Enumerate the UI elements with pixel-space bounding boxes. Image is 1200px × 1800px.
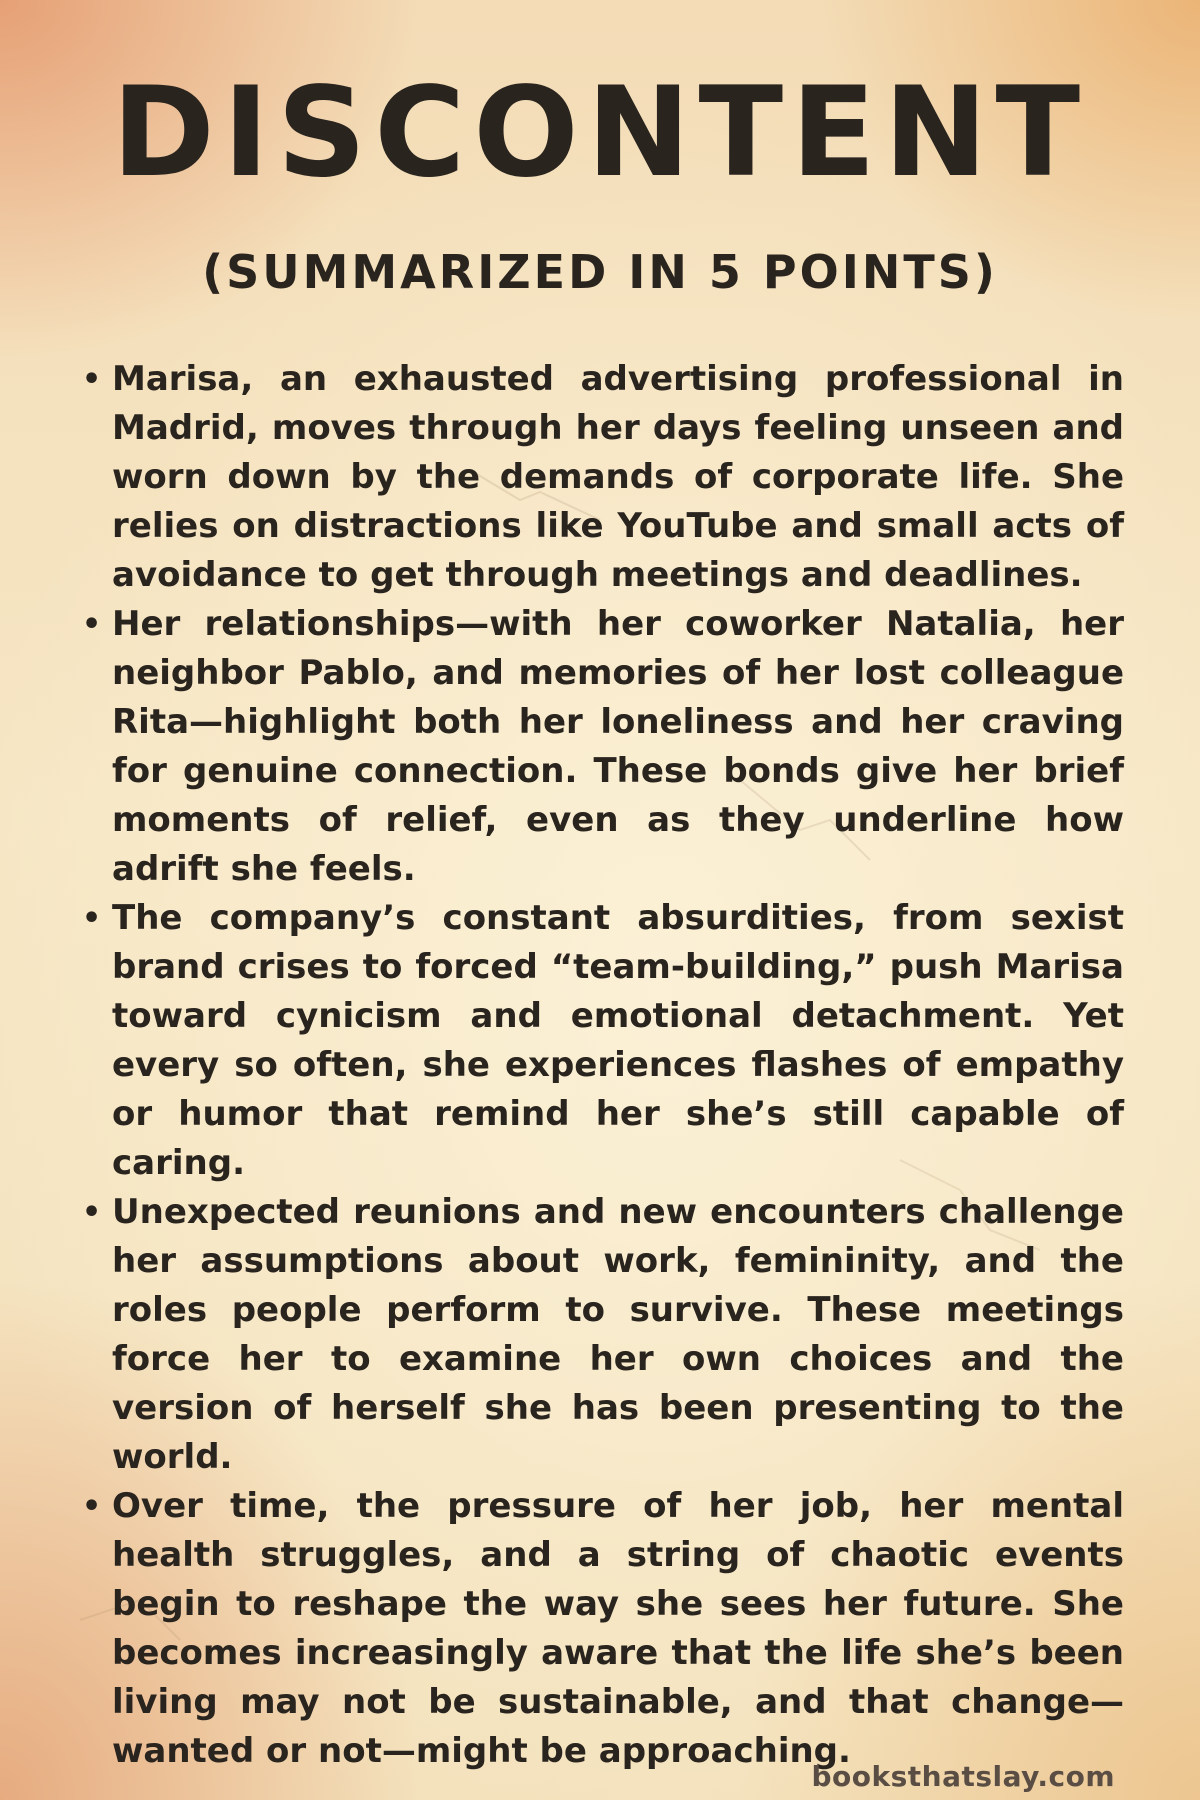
summary-point-3 <box>82 894 1124 1188</box>
summary-points-list <box>82 355 1124 1776</box>
bullet-icon: • <box>82 901 102 936</box>
summary-point-4 <box>82 1188 1124 1482</box>
summary-point-text: Her relationships—with her coworker Natalia, her neighbor Pablo, and memories of her lost colleague Rita—highlight both her loneliness and her craving for genuine connection. These bonds give her brief moments of relief, even as they underline how adrift she feels. <box>112 604 1124 889</box>
summary-point-5 <box>82 1482 1124 1776</box>
summary-point-text: Over time, the pressure of her job, her mental health struggles, and a string of chaotic events begin to reshape the way she sees her future. She becomes increasingly aware that the life she’s been living may not be sustainable, and that change—wanted or not—might be approaching. <box>112 1486 1124 1771</box>
bullet-icon: • <box>82 362 102 397</box>
summary-point-text: Unexpected reunions and new encounters challenge her assumptions about work, femininity, and the roles people perform to survive. These meetings force her to examine her own choices and the version of herself she has been presenting to the world. <box>112 1192 1124 1477</box>
bullet-icon: • <box>82 1489 102 1524</box>
summary-point-text: The company’s constant absurdities, from sexist brand crises to forced “team-building,” push Marisa toward cynicism and emotional detachment. Yet every so often, she experiences flashes of empathy or humor that remind her she’s still capable of caring. <box>112 898 1124 1183</box>
summary-point-2 <box>82 600 1124 894</box>
summary-point-1 <box>82 355 1124 600</box>
bullet-icon: • <box>82 607 102 642</box>
website-credit: booksthatslay.com <box>811 1760 1115 1793</box>
bullet-icon: • <box>82 1195 102 1230</box>
poster-subtitle: (SUMMARIZED IN 5 POINTS) <box>202 245 998 299</box>
poster-title: DISCONTENT <box>111 61 1089 205</box>
summary-point-text: Marisa, an exhausted advertising professional in Madrid, moves through her days feeling unseen and worn down by the demands of corporate life. She relies on distractions like YouTube and small acts of avoidance to get through meetings and deadlines. <box>112 359 1124 595</box>
